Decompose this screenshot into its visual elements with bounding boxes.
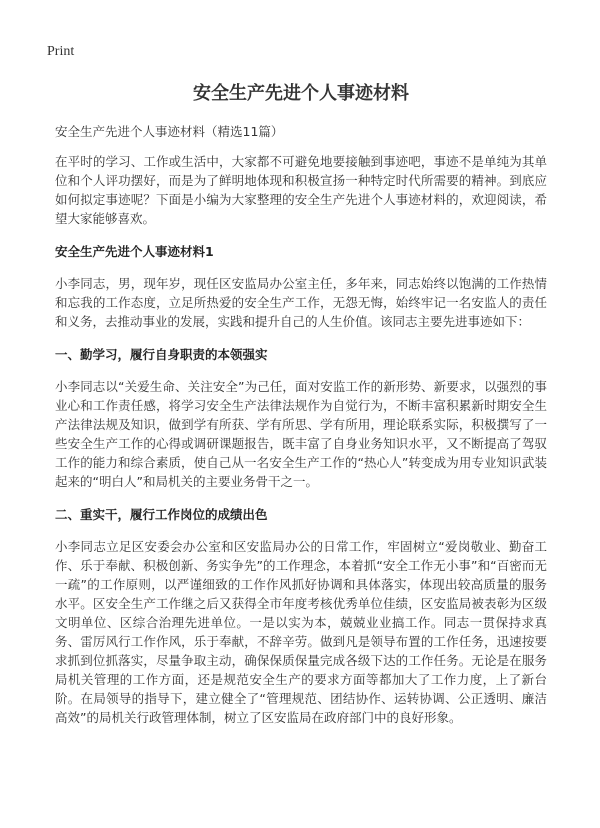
print-link[interactable]: Print bbox=[47, 44, 75, 59]
document-subtitle: 安全生产先进个人事迹材料（精选11篇） bbox=[55, 124, 284, 139]
intro-paragraph: 在平时的学习、工作或生活中，大家都不可避免地要接触到事迹吧，事迹不是单纯为其单位和个人评功摆好，而是为了鲜明地体现和积极宣扬一种特定时代所需要的精神。到底应如何拟定事迹呢？下面是小编为大家整理的安全生产先进个人事迹材料的，欢迎阅读，希望大家能够喜欢。 bbox=[55, 154, 547, 226]
section-2-paragraph: 小李同志立足区安委会办公室和区安监局办公的日常工作，牢固树立“爱岗敬业、勤奋工作、乐于奉献、积极创新、务实争先”的工作理念，本着抓“安全工作无小事”和“百密而无一疏”的工作原则，以严谨细致的工作作风抓好协调和具体落实，体现出较高质量的服务水平。区安全生产工作继之后又获得全市年度考核优秀单位佳绩，区安监局被表彰为区级文明单位、区综合治理先进单位。一是以实为本，兢兢业业搞工作。同志一贯保持求真务、雷厉风行工作作风，乐于奉献，不辞辛劳。做到凡是领导布置的工作任务，迅速按要求抓到位抓落实，尽量争取主动，确保保质保量完成各级下达的工作任务。无论是在服务局机关管理的工作方面，还是规范安全生产的要求方面等都加大了工作力度，上了新台阶。在局领导的指导下，建立健全了“管理规范、团结协作、运转协调、公正透明、廉洁高效”的局机关行政管理体制，树立了区安监局在政府部门中的良好形象。 bbox=[55, 539, 547, 725]
document-body bbox=[55, 82, 547, 741]
article-intro-paragraph: 小李同志，男，现年岁，现任区安监局办公室主任，多年来，同志始终以饱满的工作热情和忘我的工作态度，立足所热爱的安全生产工作，无怨无悔，始终牢记一名安监人的责任和义务，去推动事业的发展，实践和提升自己的人生价值。该同志主要先进事迹如下： bbox=[55, 276, 547, 329]
section-1-paragraph: 小李同志以“关爱生命、关注安全”为己任，面对安监工作的新形势、新要求，以强烈的事业心和工作责任感，将学习安全生产法律法规作为自觉行为，不断丰富积累新时期安全生产法律法规及知识，做到学有所获、学有所思、学有所用，理论联系实际，积极撰写了一些安全生产工作的心得或调研课题报告，既丰富了自身业务知识水平，又不断提高了驾驭工作的能力和综合素质，使自己从一名安全生产工作的“热心人”转变成为用专业知识武装起来的“明白人”和局机关的主要业务骨干之一。 bbox=[55, 379, 547, 489]
page-title: 安全生产先进个人事迹材料 bbox=[193, 83, 409, 104]
section-1-heading: 一、勤学习，履行自身职责的本领强实 bbox=[55, 347, 268, 362]
article-heading: 安全生产先进个人事迹材料1 bbox=[55, 244, 214, 259]
section-2-heading: 二、重实干，履行工作岗位的成绩出色 bbox=[55, 507, 268, 522]
